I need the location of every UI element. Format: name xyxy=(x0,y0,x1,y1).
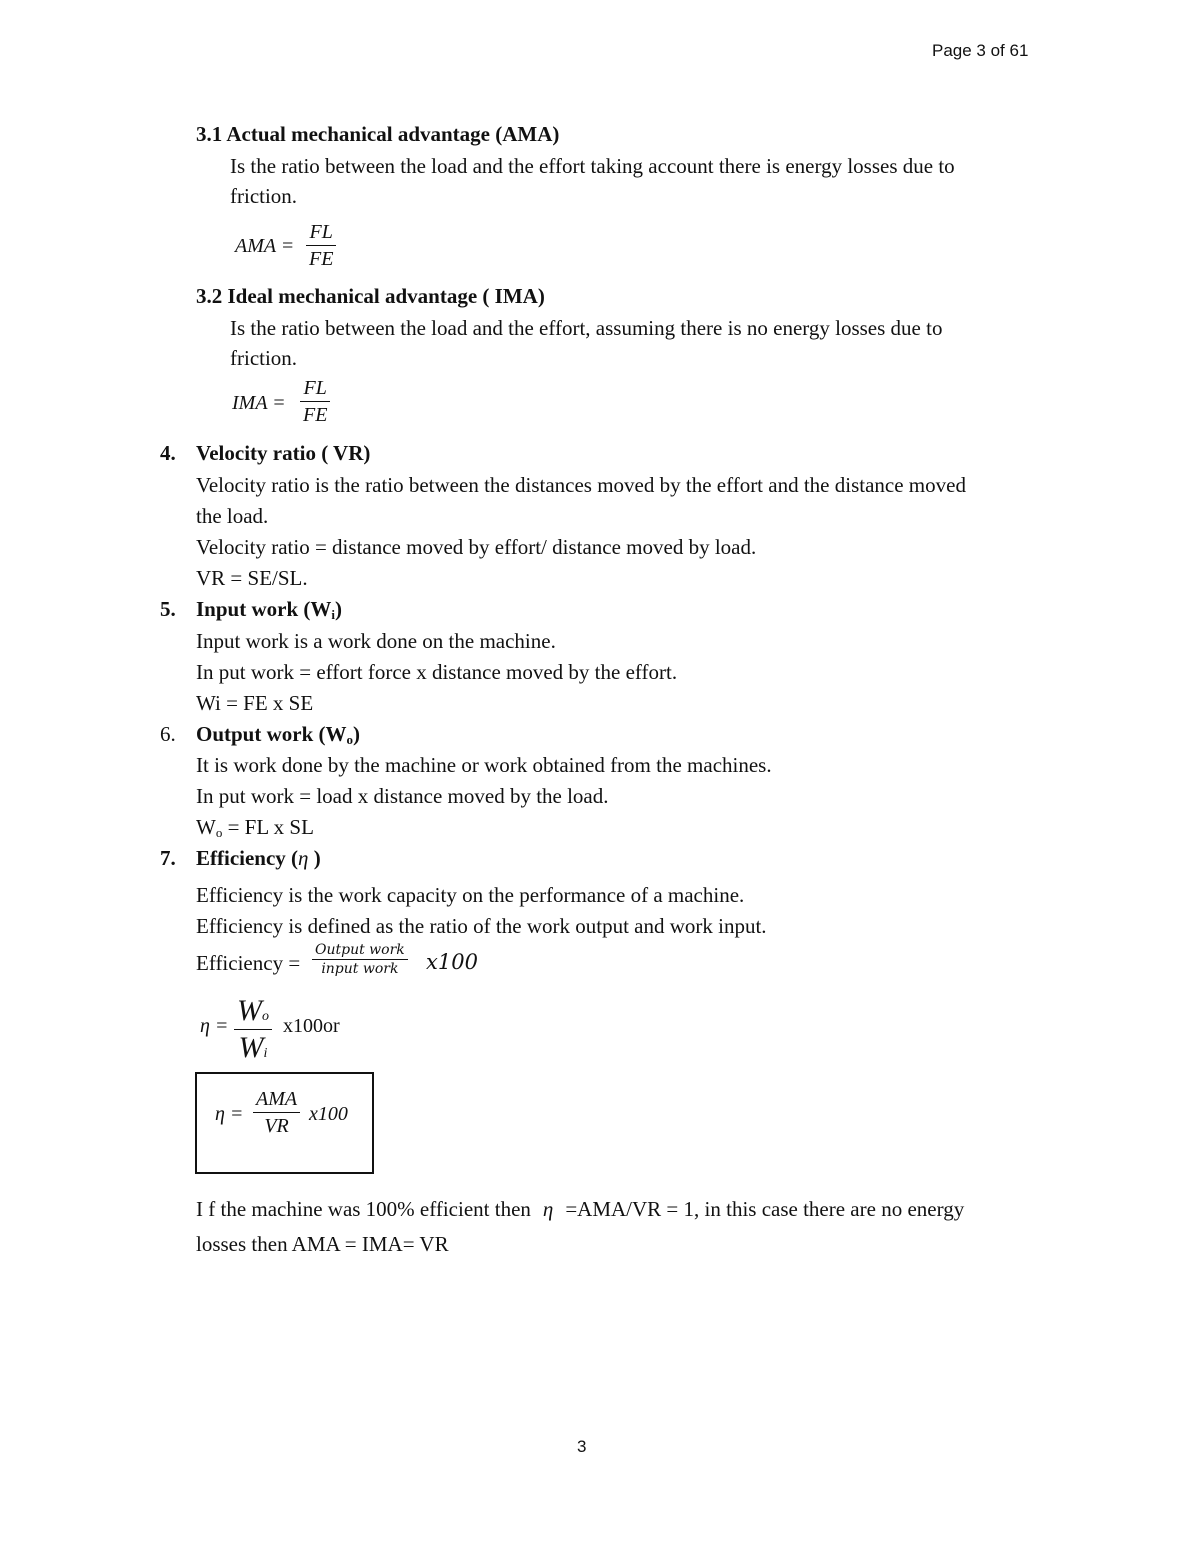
eta-lhs: η = xyxy=(200,1015,229,1037)
efficiency-lhs: Efficiency = xyxy=(196,951,301,975)
section-7-heading xyxy=(196,848,321,869)
page-header: Page 3 of 61 xyxy=(932,41,1029,60)
heading-text: Output work (W xyxy=(196,722,347,746)
section-4-text-line-4: VR = SE/SL. xyxy=(196,566,308,590)
section-3-2-text-line-2: friction. xyxy=(230,346,298,370)
ama-equation-lhs: AMA = xyxy=(235,235,295,257)
ima-numerator: FL xyxy=(303,377,327,399)
heading-subscript: i xyxy=(331,607,335,622)
section-4-number: 4. xyxy=(160,441,176,465)
section-6-text-line-2: In put work = load x distance moved by the load. xyxy=(196,784,609,808)
wo-subscript: o xyxy=(215,825,223,840)
wi-subscript: i xyxy=(263,1046,268,1061)
ama-denominator: FE xyxy=(309,248,334,270)
section-7-number: 7. xyxy=(160,846,176,870)
wo-symbol: W xyxy=(196,815,216,839)
section-4-heading: Velocity ratio ( VR) xyxy=(196,441,371,465)
conclusion-line-2: losses then AMA = IMA= VR xyxy=(196,1232,449,1256)
box-denominator: VR xyxy=(264,1115,289,1137)
section-5-text-line-2: In put work = effort force x distance moved by the effort. xyxy=(196,660,678,684)
heading-text: Efficiency ( xyxy=(196,846,299,870)
section-5-text-line-1: Input work is a work done on the machine. xyxy=(196,629,556,653)
box-numerator: AMA xyxy=(256,1088,298,1110)
conclusion-text-b: =AMA/VR = 1, in this case there are no energy xyxy=(565,1197,965,1221)
section-4-text-line-3: Velocity ratio = distance moved by effort/ distance moved by load. xyxy=(196,535,757,559)
section-5-heading xyxy=(196,599,342,621)
eta-work-fraction xyxy=(234,996,272,1063)
ama-numerator: FL xyxy=(309,221,333,243)
efficiency-multiplier: x100 xyxy=(426,950,478,974)
conclusion-text-a: I f the machine was 100% efficient then xyxy=(196,1197,531,1221)
section-5-number: 5. xyxy=(160,597,176,621)
ima-equation-lhs: IMA = xyxy=(232,392,286,414)
heading-close: ) xyxy=(335,597,342,621)
eta-multiplier: x100or xyxy=(283,1015,340,1037)
heading-close: ) xyxy=(308,846,321,870)
section-7-text-line-1: Efficiency is the work capacity on the performance of a machine. xyxy=(196,883,745,907)
eta-symbol: η xyxy=(298,846,309,870)
section-4-text-line-1: Velocity ratio is the ratio between the distances moved by the effort and the distance moved xyxy=(196,473,966,497)
ama-fraction xyxy=(306,222,336,269)
section-3-1-text-line-1: Is the ratio between the load and the effort taking account there is energy losses due to xyxy=(230,154,955,178)
section-6-heading xyxy=(196,724,360,746)
wo-equation: = FL x SL xyxy=(222,815,314,839)
section-6-text-line-3 xyxy=(196,817,314,839)
ima-denominator: FE xyxy=(303,404,328,426)
section-4-text-line-2: the load. xyxy=(196,504,269,528)
section-3-1-heading: 3.1 Actual mechanical advantage (AMA) xyxy=(196,122,560,146)
wo-symbol: W xyxy=(237,994,262,1027)
section-3-1-text-line-2: friction. xyxy=(230,184,298,208)
page-number-footer: 3 xyxy=(577,1437,587,1456)
wi-symbol: W xyxy=(238,1031,264,1064)
section-6-number: 6. xyxy=(160,722,176,746)
section-6-text-line-1: It is work done by the machine or work obtained from the machines. xyxy=(196,753,772,777)
conclusion-line-1 xyxy=(196,1199,964,1220)
section-3-2-heading: 3.2 Ideal mechanical advantage ( IMA) xyxy=(196,284,545,308)
ima-fraction xyxy=(300,378,330,425)
box-multiplier: x100 xyxy=(309,1103,348,1125)
boxed-efficiency-formula xyxy=(195,1072,374,1174)
heading-close: ) xyxy=(353,722,361,746)
heading-subscript: o xyxy=(346,732,354,747)
wo-subscript: o xyxy=(262,1009,269,1024)
eta-symbol: η xyxy=(542,1197,554,1221)
heading-text: Input work (W xyxy=(196,597,332,621)
efficiency-numerator: Output work xyxy=(315,942,405,958)
box-fraction xyxy=(253,1089,300,1136)
section-3-2-text-line-1: Is the ratio between the load and the effort, assuming there is no energy losses due to xyxy=(230,316,943,340)
efficiency-denominator: input work xyxy=(321,961,399,977)
efficiency-fraction xyxy=(312,943,408,976)
section-5-text-line-3: Wi = FE x SE xyxy=(196,691,314,715)
section-7-text-line-2: Efficiency is defined as the ratio of the work output and work input. xyxy=(196,914,767,938)
box-eta-lhs: η = xyxy=(215,1103,244,1125)
